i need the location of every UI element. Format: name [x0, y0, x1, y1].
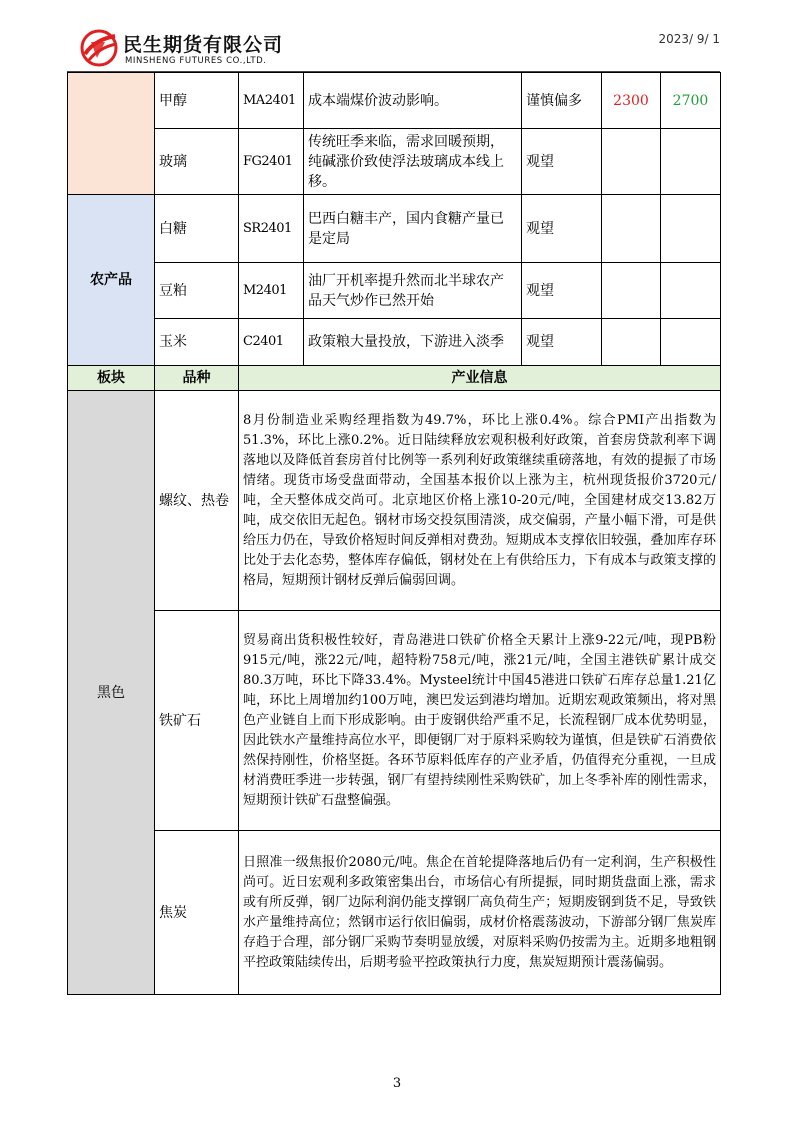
- table-row: [68, 319, 721, 366]
- sector-label-agri: 农产品: [68, 195, 155, 366]
- variety-cell: 玻璃: [155, 129, 239, 195]
- minsheng-logo-icon: [79, 28, 119, 68]
- stance-cell: 观望: [522, 319, 602, 366]
- table-row: [68, 129, 721, 195]
- support-price: [602, 263, 661, 319]
- variety-cell: 豆粕: [155, 263, 239, 319]
- support-price: [602, 195, 661, 263]
- resistance-price: [661, 195, 721, 263]
- contract-code: M2401: [239, 263, 304, 319]
- header-sector: 板块: [68, 366, 155, 391]
- variety-cell: 铁矿石: [155, 611, 239, 831]
- view-cell: 传统旺季来临，需求回暖预期，纯碱涨价致使浮法玻璃成本线上移。: [304, 129, 522, 195]
- sector-cell-chem: [68, 73, 155, 195]
- table-row: [68, 611, 721, 831]
- strategy-table: [67, 72, 721, 995]
- table-row: [68, 831, 721, 995]
- view-cell: 油厂开机率提升然而北半球农产品天气炒作已然开始: [304, 263, 522, 319]
- industry-info-text: 贸易商出货积极性较好，青岛港进口铁矿价格全天累计上涨9-22元/吨，现PB粉915元/吨，涨22元/吨，超特粉758元/吨，涨21元/吨，全国主港铁矿累计成交80.3万吨，环比下降33.4%。Mysteel统计中国45港进口铁矿石库存总量1.21亿吨，环比上周增加约100万吨，澳巴发运到港均增加。近期宏观政策频出，将对黑色产业链自上而下形成影响。由于废钢供给严重不足，长流程钢厂成本优势明显，因此铁水产量维持高位水平，即便钢厂对于原料采购较为谨慎，但是铁矿石消费依然保持刚性，价格坚挺。各环节原料低库存的产业矛盾，仍值得充分重视，一旦成材消费旺季进一步转强，钢厂有望持续刚性采购铁矿，加上冬季补库的刚性需求，短期预计铁矿石盘整偏强。: [239, 611, 721, 831]
- variety-cell: 螺纹、热卷: [155, 391, 239, 611]
- support-price: [602, 319, 661, 366]
- support-price: [602, 129, 661, 195]
- header-variety: 品种: [155, 366, 239, 391]
- contract-code: MA2401: [239, 73, 304, 129]
- contract-code: C2401: [239, 319, 304, 366]
- report-date: 2023/ 9/ 1: [658, 32, 720, 46]
- variety-cell: 焦炭: [155, 831, 239, 995]
- sector-label-black: 黑色: [68, 391, 155, 995]
- variety-cell: 甲醇: [155, 73, 239, 129]
- table-row: [68, 195, 721, 263]
- page-number: 3: [392, 1076, 402, 1091]
- resistance-price: [661, 129, 721, 195]
- contract-code: FG2401: [239, 129, 304, 195]
- variety-cell: 玉米: [155, 319, 239, 366]
- table-row: [68, 73, 721, 129]
- industry-info-text: 8月份制造业采购经理指数为49.7%，环比上涨0.4%。综合PMI产出指数为51.3%，环比上涨0.2%。近日陆续释放宏观积极利好政策，首套房贷款利率下调落地以及降低首套房首付比例等一系列利好政策继续重磅落地，有效的提振了市场情绪。现货市场受盘面带动，全国基本报价以上涨为主，杭州现货报价3720元/吨，全天整体成交尚可。北京地区价格上涨10-20元/吨，全国建材成交13.82万吨，成交依旧无起色。钢材市场交投氛围清淡，成交偏弱，产量小幅下滑，可是供给压力仍在，导致价格短时间反弹相对费劲。短期成本支撑依旧较强，叠加库存环比处于去化态势，整体库存偏低，钢材处在上有供给压力，下有成本与政策支撑的格局，短期预计钢材反弹后偏弱回调。: [239, 391, 721, 611]
- view-cell: 成本端煤价波动影响。: [304, 73, 522, 129]
- support-price: 2300: [602, 73, 661, 129]
- stance-cell: 观望: [522, 129, 602, 195]
- brand-name-en: MINSHENG FUTURES CO.,LTD.: [125, 56, 267, 66]
- resistance-price: [661, 319, 721, 366]
- contract-code: SR2401: [239, 195, 304, 263]
- variety-cell: 白糖: [155, 195, 239, 263]
- stance-cell: 观望: [522, 195, 602, 263]
- brand-name-cn: 民生期货有限公司: [123, 34, 284, 56]
- table-row: [68, 391, 721, 611]
- page-header: [67, 24, 720, 72]
- view-cell: 政策粮大量投放，下游进入淡季: [304, 319, 522, 366]
- table-row: [68, 263, 721, 319]
- view-cell: 巴西白糖丰产，国内食糖产量已是定局: [304, 195, 522, 263]
- stance-cell: 谨慎偏多: [522, 73, 602, 129]
- resistance-price: [661, 263, 721, 319]
- table-header-row: [68, 366, 721, 391]
- company-logo: [79, 28, 379, 72]
- industry-info-text: 日照准一级焦报价2080元/吨。焦企在首轮提降落地后仍有一定利润，生产积极性尚可。近日宏观利多政策密集出台，市场信心有所提振，同时期货盘面上涨，需求或有所反弹，钢厂边际利润仍能支撑钢厂高负荷生产；短期废钢到货不足，导致铁水产量维持高位；然钢市运行依旧偏弱，成材价格震荡波动，下游部分钢厂焦炭库存趋于合理，部分钢厂采购节奏明显放缓，对原料采购仍按需为主。近期多地粗钢平控政策陆续传出，后期考验平控政策执行力度，焦炭短期预计震荡偏弱。: [239, 831, 721, 995]
- stance-cell: 观望: [522, 263, 602, 319]
- header-industry-info: 产业信息: [239, 366, 721, 391]
- resistance-price: 2700: [661, 73, 721, 129]
